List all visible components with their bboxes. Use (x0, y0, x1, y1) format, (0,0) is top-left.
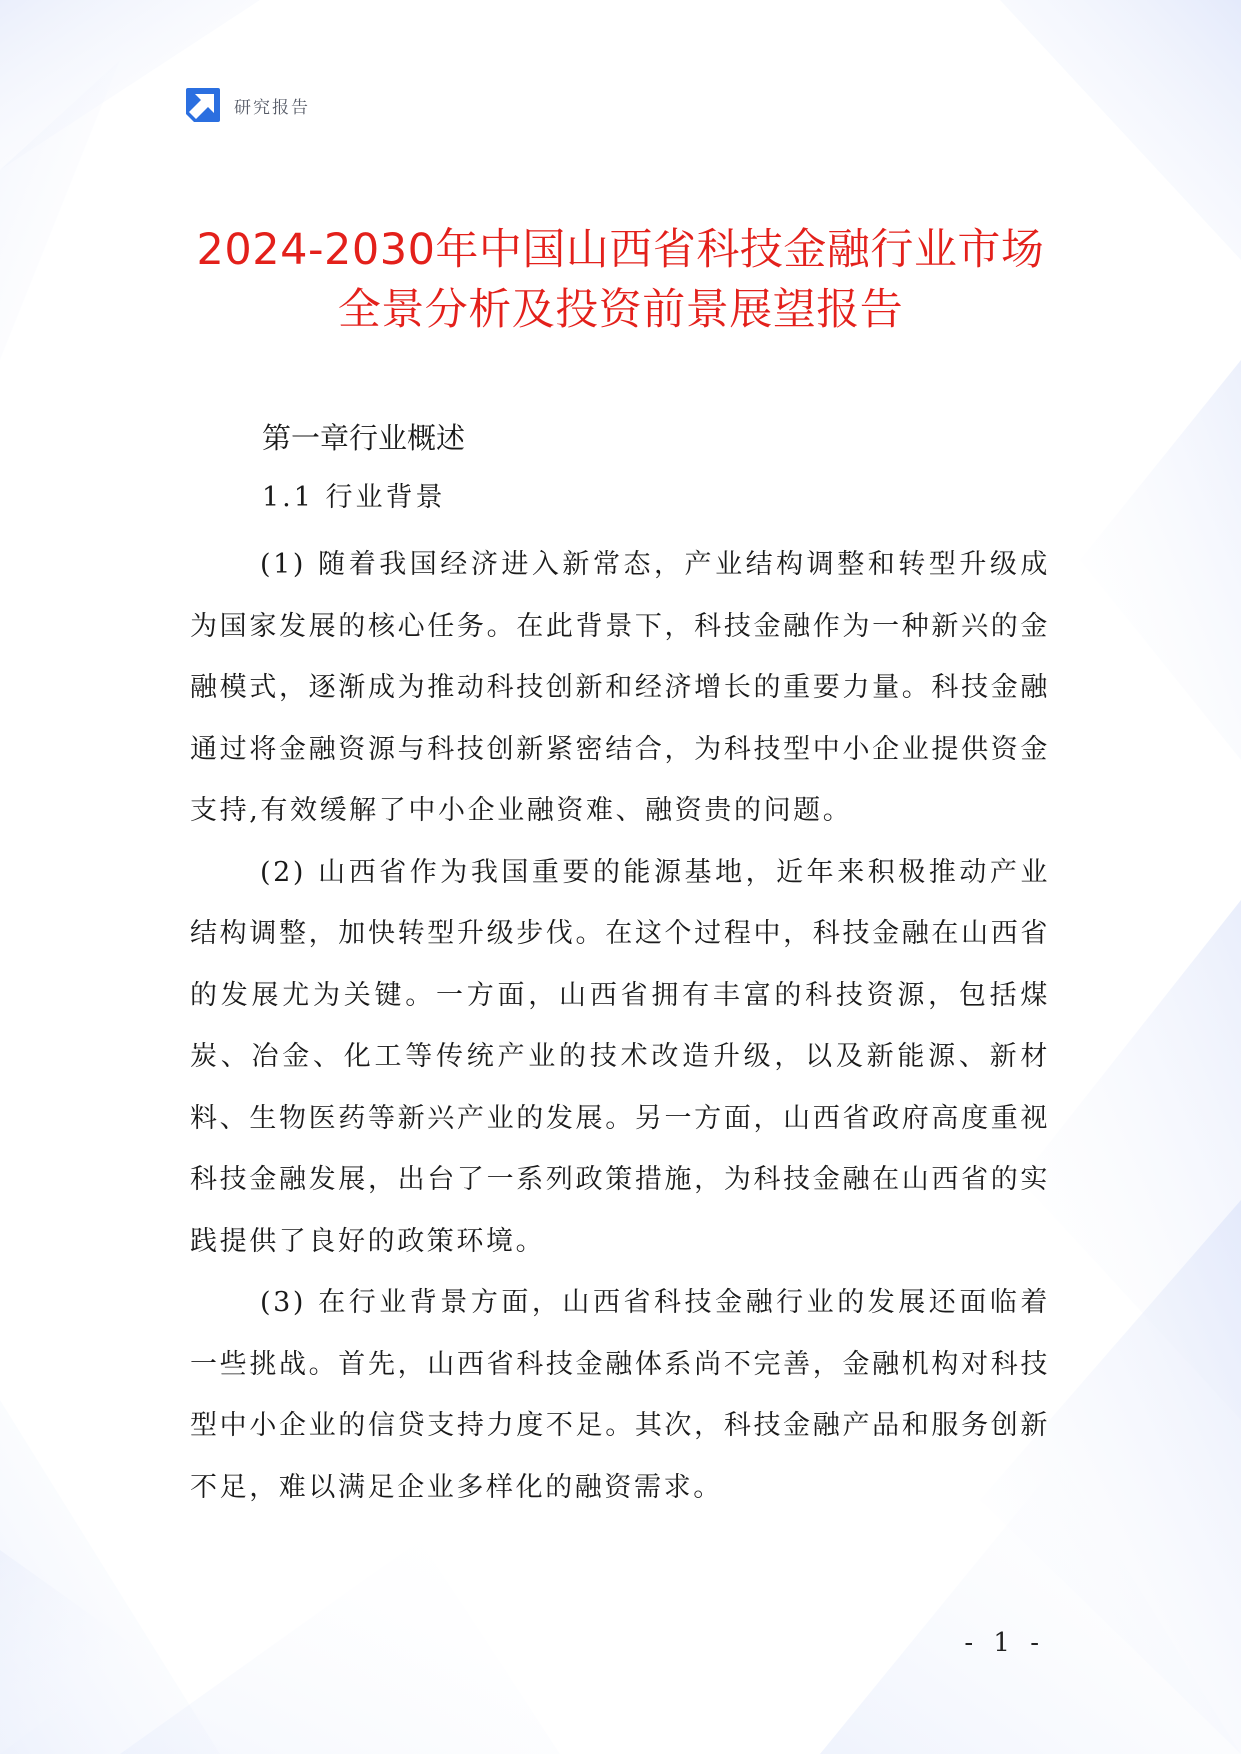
chapter-heading: 第一章行业概述 (262, 421, 466, 455)
section-heading: 1.1 行业背景 (262, 482, 446, 513)
title-line-2: 全景分析及投资前景展望报告 (337, 285, 904, 335)
paragraph: (3) 在行业背景方面，山西省科技金融行业的发展还面临着一些挑战。首先，山西省科技金融体系尚不完善，金融机构对科技型中小企业的信贷支持力度不足。其次，科技金融产品和服务创新不足，难以满足企业多样化的融资需求。 (190, 1287, 1050, 1503)
paragraph: (1) 随着我国经济进入新常态，产业结构调整和转型升级成为国家发展的核心任务。在此背景下，科技金融作为一种新兴的金融模式，逐渐成为推动科技创新和经济增长的重要力量。科技金融通过将金融资源与科技创新紧密结合，为科技型中小企业提供资金支持,有效缓解了中小企业融资难、融资贵的问题。 (190, 549, 1050, 826)
header-label: 研究报告 (234, 97, 310, 118)
document-body (190, 416, 1050, 1518)
arrow-up-right-icon (186, 88, 220, 122)
paragraph: (2) 山西省作为我国重要的能源基地，近年来积极推动产业结构调整，加快转型升级步伐。在这个过程中，科技金融在山西省的发展尤为关键。一方面，山西省拥有丰富的科技资源，包括煤炭、冶金、化工等传统产业的技术改造升级，以及新能源、新材料、生物医药等新兴产业的发展。另一方面，山西省政府高度重视科技金融发展，出台了一系列政策措施，为科技金融在山西省的实践提供了良好的政策环境。 (190, 856, 1050, 1257)
report-title (0, 220, 1241, 340)
title-line-1: 2024-2030年中国山西省科技金融行业市场 (196, 225, 1045, 275)
report-header (186, 88, 310, 122)
page-number: - 1 - (964, 1628, 1045, 1658)
